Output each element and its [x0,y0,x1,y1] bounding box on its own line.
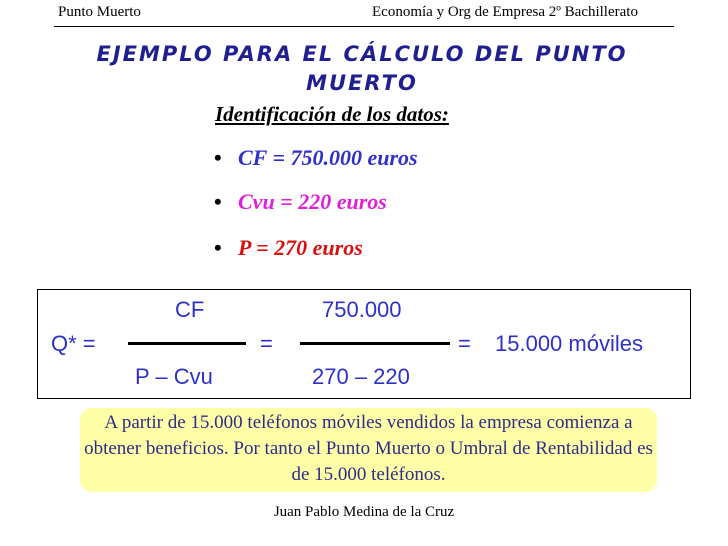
formula-lhs: Q* = [51,331,96,356]
formula-fraction-bar-2 [300,342,450,345]
section-subtitle: Identificación de los datos: [215,102,449,126]
bullet-text-cvu: Cvu = 220 euros [238,189,387,214]
header-right-text: Economía y Org de Empresa 2º Bachillerato [372,4,638,20]
formula-frac2-denominator: 270 – 220 [312,364,410,389]
formula-fraction-bar-1 [128,342,246,345]
bullet-item-p [214,235,363,261]
header-left-text: Punto Muerto [58,4,141,20]
bullet-text-cf: CF = 750.000 euros [238,145,418,170]
bullet-icon: • [214,235,222,260]
formula-frac2-numerator: 750.000 [322,297,402,322]
bullet-icon: • [214,189,222,214]
bullet-text-p: P = 270 euros [238,235,363,260]
page-title: EJEMPLO PARA EL CÁLCULO DEL PUNTO MUERTO [96,42,628,95]
formula-frac1-numerator: CF [175,297,205,322]
formula-result: 15.000 móviles [495,331,643,356]
note-text: A partir de 15.000 teléfonos móviles vendidos la empresa comienza a obtener beneficios. Por tanto el Punto Muerto o Umbral de Rentabilidad es de 15.000 teléfonos. [84,412,653,485]
formula-equals-2: = [458,331,471,356]
formula-equals-1: = [260,331,273,356]
footer-author: Juan Pablo Medina de la Cruz [273,504,455,520]
bullet-item-cvu [214,189,387,215]
formula-frac1-denominator: P – Cvu [135,364,213,389]
header-divider [54,26,674,27]
bullet-item-cf [214,145,418,171]
bullet-icon: • [214,145,222,170]
